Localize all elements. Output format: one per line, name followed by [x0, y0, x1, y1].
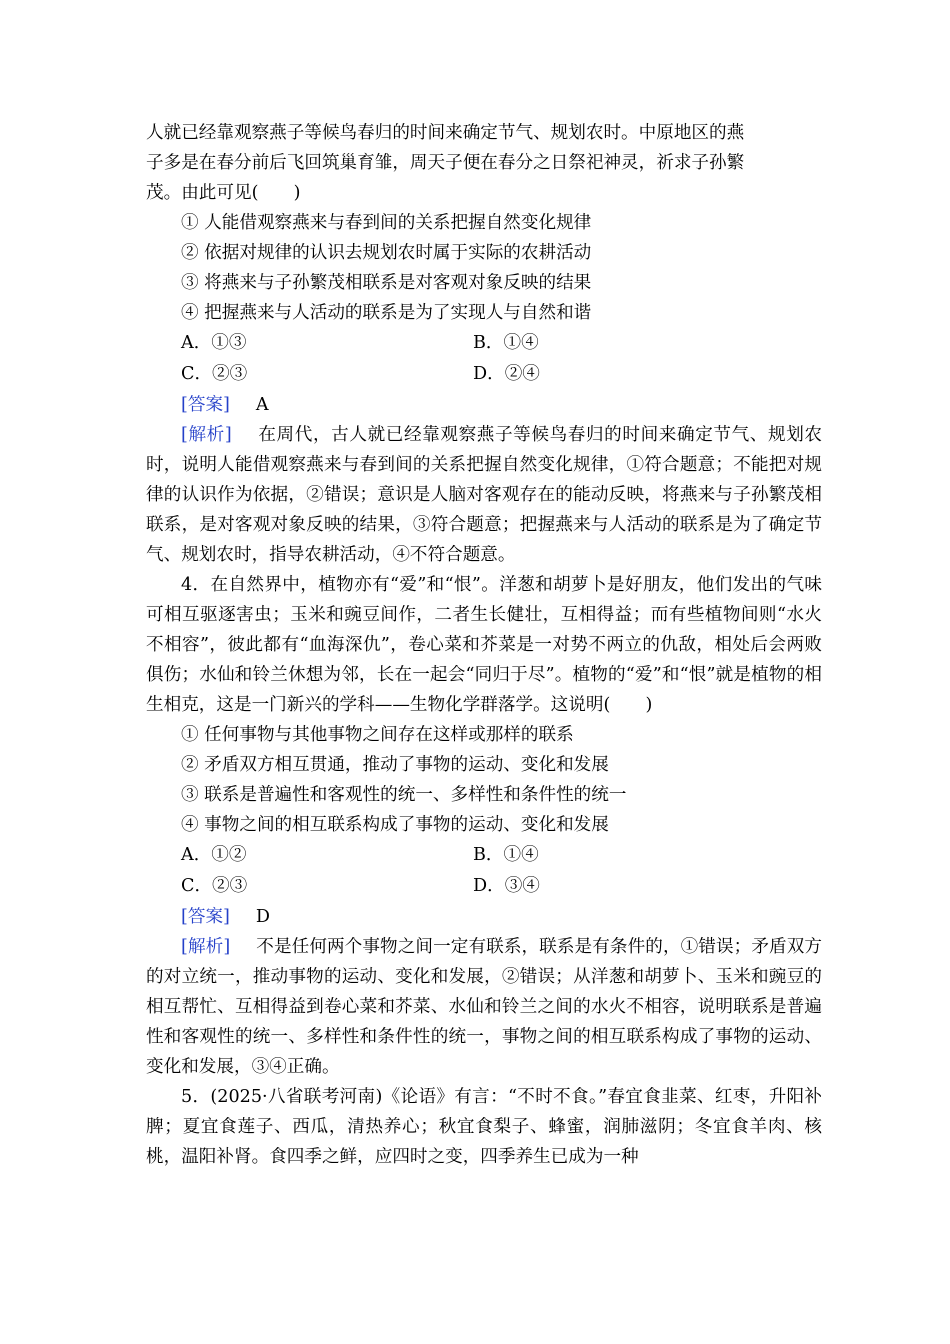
q4-option-b: B．①④ — [473, 845, 539, 865]
q3-stem-line-2: 子多是在春分前后飞回筑巢育雏，周天子便在春分之日祭祀神灵，祈求子孙繁 — [146, 153, 745, 173]
q3-item-2: ② 依据对规律的认识去规划农时属于实际的农耕活动 — [181, 243, 592, 263]
q4-stem: 4．在自然界中，植物亦有“爱”和“恨”。洋葱和胡萝卜是好朋友，他们发出的气味可相互驱逐害虫；玉米和豌豆间作，二者生长健壮，互相得益；而有些植物间则“水火不相容”，彼此都有“血海深仇”，卷心菜和芥菜是一对势不两立的仇敌，相处后会两败俱伤；水仙和铃兰休想为邻，长在一起会“同归于尽”。植物的“爱”和“恨”就是植物的相生相克，这是一门新兴的学科——生物化学群落学。这说明( ) — [146, 575, 822, 715]
q3-analysis-text: 在周代，古人就已经靠观察燕子等候鸟春归的时间来确定节气、规划农时，说明人能借观察燕来与春到间的关系把握自然变化规律，①符合题意；不能把对规律的认识作为依据，②错误；意识是人脑对客观存在的能动反映，将燕来与子孙繁茂相联系，是对客观对象反映的结果，③符合题意；把握燕来与人活动的联系是为了确定节气、规划农时，指导农耕活动，④不符合题意。 — [146, 425, 822, 565]
q4-item-2: ② 矛盾双方相互贯通，推动了事物的运动、变化和发展 — [181, 755, 609, 775]
q4-item-1: ① 任何事物与其他事物之间存在这样或那样的联系 — [181, 725, 574, 745]
q3-option-c: C．②③ — [181, 364, 248, 384]
q3-answer-value: A — [255, 395, 269, 415]
q4-analysis-tag: [解析] — [181, 937, 231, 957]
q3-answer-tag: [答案] — [181, 395, 230, 415]
document-page — [146, 118, 822, 1172]
q4-item-3: ③ 联系是普遍性和客观性的统一、多样性和条件性的统一 — [181, 785, 627, 805]
q4-option-a: A．①② — [181, 845, 247, 865]
q3-stem-line-3: 茂。由此可见( ) — [146, 183, 301, 203]
q5-stem: 5．(2025·八省联考河南)《论语》有言：“不时不食。”春宜食韭菜、红枣，升阳补脾；夏宜食莲子、西瓜，清热养心；秋宜食梨子、蜂蜜，润肺滋阴；冬宜食羊肉、核桃，温阳补肾。食四季之鲜，应四时之变，四季养生已成为一种 — [146, 1087, 822, 1167]
q3-option-a: A．①③ — [181, 333, 247, 353]
q4-answer-tag: [答案] — [181, 907, 230, 927]
q4-item-4: ④ 事物之间的相互联系构成了事物的运动、变化和发展 — [181, 815, 609, 835]
q4-answer — [146, 902, 822, 932]
q3-item-3: ③ 将燕来与子孙繁茂相联系是对客观对象反映的结果 — [181, 273, 592, 293]
q4-answer-value: D — [255, 907, 271, 927]
q3-option-b: B．①④ — [473, 333, 539, 353]
q3-item-4: ④ 把握燕来与人活动的联系是为了实现人与自然和谐 — [181, 303, 592, 323]
q3-answer — [146, 390, 822, 420]
q3-options-row-2 — [146, 359, 822, 390]
q3-analysis-tag: [解析] — [181, 425, 232, 445]
q3-options-row-1 — [146, 328, 822, 359]
q4-options-row-2 — [146, 871, 822, 902]
q4-option-c: C．②③ — [181, 876, 248, 896]
q4-option-d: D．③④ — [473, 876, 540, 896]
q3-option-d: D．②④ — [473, 364, 540, 384]
q3-stem-line-1: 人就已经靠观察燕子等候鸟春归的时间来确定节气、规划农时。中原地区的燕 — [146, 123, 745, 143]
q3-analysis — [146, 420, 822, 570]
q3-item-1: ① 人能借观察燕来与春到间的关系把握自然变化规律 — [181, 213, 592, 233]
q4-analysis-text: 不是任何两个事物之间一定有联系，联系是有条件的，①错误；矛盾双方的对立统一，推动事物的运动、变化和发展，②错误；从洋葱和胡萝卜、玉米和豌豆的相互帮忙、互相得益到卷心菜和芥菜、水仙和铃兰之间的水火不相容，说明联系是普遍性和客观性的统一、多样性和条件性的统一，事物之间的相互联系构成了事物的运动、变化和发展，③④正确。 — [146, 937, 822, 1077]
q4-analysis — [146, 932, 822, 1082]
q4-options-row-1 — [146, 840, 822, 871]
